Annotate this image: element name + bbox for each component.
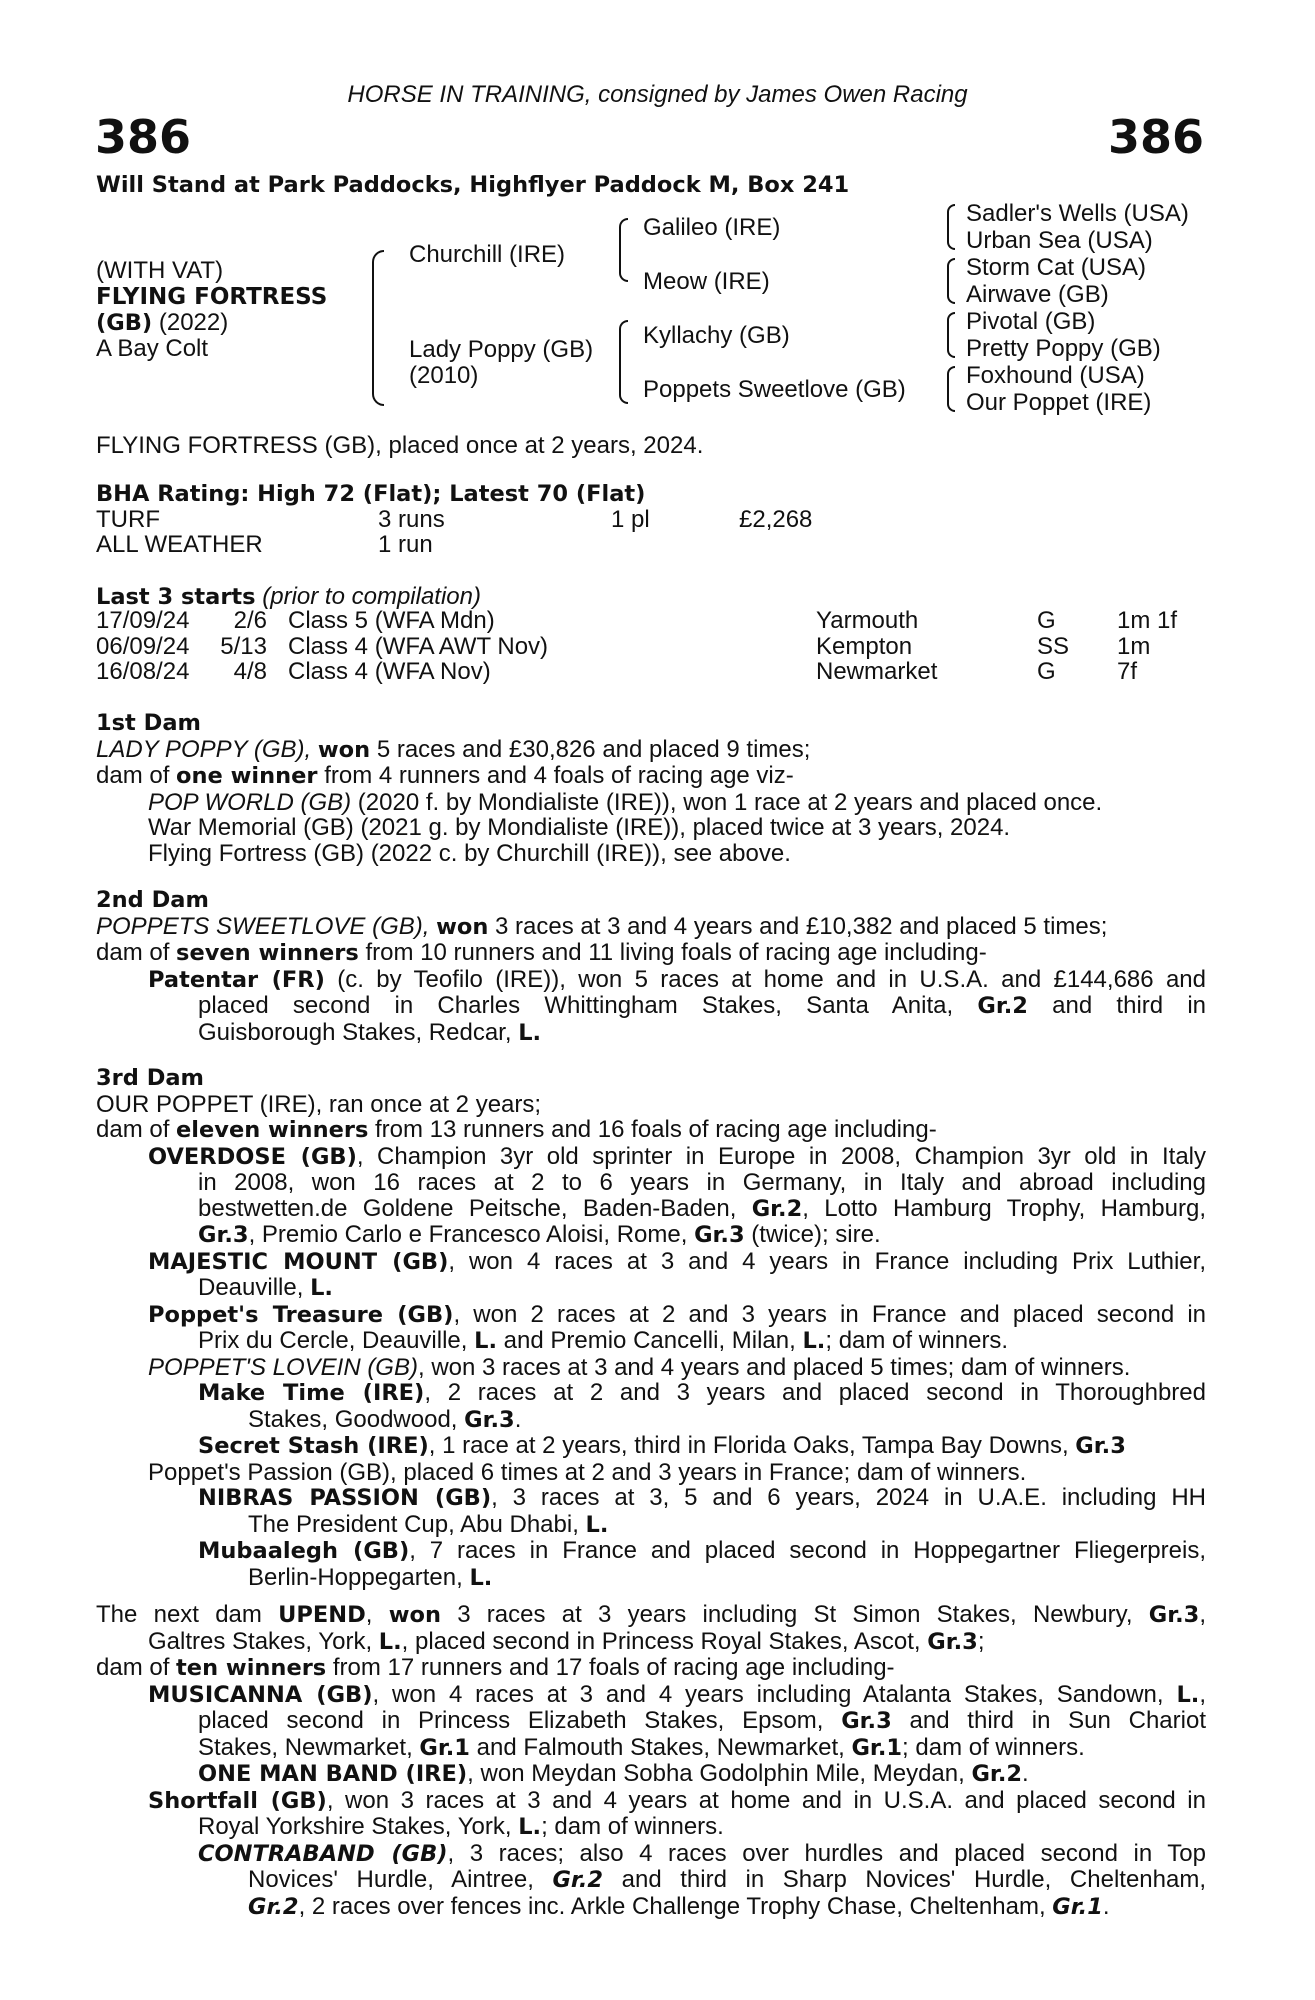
turf-placed: 1 pl <box>611 506 650 533</box>
horse-name: FLYING FORTRESS <box>96 283 328 310</box>
grade-label: Gr.3 <box>464 1406 515 1433</box>
grand-3: Storm Cat (USA) <box>966 254 1147 281</box>
foals-info: from 4 runners and 4 foals of racing age viz- <box>324 762 794 789</box>
progeny-record: ; dam of winners. <box>541 1813 724 1840</box>
lot-number-left: 386 <box>95 110 192 164</box>
won-label: won <box>317 736 371 763</box>
grade-label: Gr.3 <box>1075 1433 1126 1459</box>
turf-runs: 3 runs <box>378 506 445 533</box>
turf-label: TURF <box>96 506 160 533</box>
listed-label: L. <box>310 1275 333 1301</box>
progeny-record: , won 3 races at 3 and 4 years and placed 5 times; dam of winners. <box>417 1353 1131 1381</box>
progeny-record: , won 3 races at 3 and 4 years at home and in U.S.A. and placed second in <box>326 1786 1206 1814</box>
third-dam-section <box>96 1066 1206 1591</box>
start-course: Yarmouth <box>816 607 919 634</box>
next-dam-section: The next dam UPEND, won 3 races at 3 years including St Simon Stakes, Newbury, Gr.3, Galtres Stakes, York, L., placed second in Princess Royal Stakes, Ascot, Gr.3; dam of ten winners from 17 runners and 17 foals of racing age including- MUSICANNA (GB), won 4 races at 3 and 4 years including Atalanta Stakes, Sandown, L., placed second in Princess Elizabeth Stakes, Epsom, Gr.3 and third in Sun Chariot Stakes, Newmarket, Gr.1 and Falmouth Stakes, Newmarket, Gr.1; dam of winners. ONE MAN BAND (IRE), won Meydan Sobha Godolphin Mile, Meydan, Gr.2. Shortfall (GB), won 3 races at 3 and 4 years at home and in U.S.A. and placed second in Royal Yorkshire Stakes, York, L.; dam of winners. CONTRABAND (GB), 3 races; also 4 races over hurdles and placed second in Top Novices' Hurdle, Aintree, Gr.2 and third in Sharp Novices' Hurdle, Cheltenham, Gr.2, 2 races over fences inc. Arkle Challenge Trophy Chase, Cheltenham, Gr.1. <box>96 1601 1207 1920</box>
stabling-line: Will Stand at Park Paddocks, Highflyer Paddock M, Box 241 <box>96 172 850 198</box>
sire-dam: Meow (IRE) <box>643 268 770 295</box>
second-dam-section <box>96 888 1206 1046</box>
second-dam-name: POPPETS SWEETLOVE (GB), <box>96 912 430 940</box>
progeny-record: placed second in Charles Whittingham Stakes, Santa Anita, <box>198 992 954 1019</box>
horse-year: (2022) <box>158 308 229 336</box>
next-dam-label: The next dam <box>96 1601 262 1628</box>
grand-6: Pretty Poppy (GB) <box>966 335 1161 362</box>
progeny-record: , 1 race at 2 years, third in Florida Oaks, Tampa Bay Downs, <box>428 1432 1069 1459</box>
progeny-name: Mubaalegh (GB) <box>198 1538 410 1564</box>
progeny-name: Secret Stash (IRE) <box>198 1433 429 1459</box>
progeny-record: , 3 races; also 4 races over hurdles and placed second in Top <box>447 1839 1206 1867</box>
consignment-line: HORSE IN TRAINING, consigned by James Owen Racing <box>347 81 968 108</box>
progeny-record: Deauville, <box>198 1274 304 1301</box>
progeny-name: POPPET'S LOVEIN (GB) <box>148 1353 418 1381</box>
progeny-record: and Falmouth Stakes, Newmarket, <box>476 1733 845 1761</box>
grand-1: Sadler's Wells (USA) <box>966 200 1189 227</box>
progeny-name: Shortfall (GB) <box>148 1787 327 1814</box>
start-course: Kempton <box>816 632 913 660</box>
dam: Lady Poppy (GB) <box>409 336 594 363</box>
listed-label: L. <box>378 1628 402 1655</box>
first-dam-section <box>96 711 1206 866</box>
g-brace-2 <box>947 258 955 304</box>
horse-description: A Bay Colt <box>96 335 209 362</box>
progeny-record: , 7 races in France and placed second in Hoppegartner Fliegerpreis, <box>409 1537 1206 1564</box>
dam-dam: Poppets Sweetlove (GB) <box>643 376 906 403</box>
grand-7: Foxhound (USA) <box>966 362 1145 389</box>
aw-runs: 1 run <box>378 531 433 558</box>
winners-count: one winner <box>176 763 318 789</box>
winners-count: seven winners <box>176 940 359 966</box>
listed-label: L. <box>518 1814 542 1840</box>
grade-label: Gr.2 <box>977 993 1028 1019</box>
third-dam-record: OUR POPPET (IRE), ran once at 2 years; <box>96 1090 542 1118</box>
progeny-record: , 3 races at 3, 5 and 6 years, 2024 in U.A.E. including HH <box>491 1484 1206 1511</box>
first-dam-record: 5 races and £30,826 and placed 9 times; <box>376 735 811 763</box>
next-dam-record: Galtres Stakes, York, <box>148 1627 373 1655</box>
grade-label: Gr.3 <box>927 1628 978 1655</box>
progeny-name: NIBRAS PASSION (GB) <box>198 1485 492 1511</box>
start-distance: 7f <box>1117 658 1138 685</box>
listed-label: L. <box>1176 1681 1200 1708</box>
g-brace-4 <box>947 366 955 412</box>
progeny-record: , 2 races over fences inc. Arkle Challenge Trophy Chase, Cheltenham, <box>298 1892 1046 1920</box>
horse-country: (GB) <box>96 309 153 336</box>
vat-note: (WITH VAT) <box>96 257 224 284</box>
progeny-record: placed second in Princess Elizabeth Stakes, Epsom, <box>198 1707 824 1734</box>
punctuation: . <box>514 1405 522 1433</box>
grand-2: Urban Sea (USA) <box>966 227 1153 254</box>
progeny-record: and third in <box>1052 992 1207 1019</box>
grade-label: Gr.2 <box>248 1893 299 1920</box>
won-label: won <box>388 1602 441 1628</box>
start-race: Class 4 (WFA AWT Nov) <box>288 632 549 660</box>
progeny-record: ; dam of winners. <box>902 1733 1085 1761</box>
next-dam-name: UPEND <box>278 1602 366 1628</box>
start-position: 5/13 <box>220 632 267 660</box>
progeny-line: Flying Fortress (GB) (2022 c. by Churchill (IRE)), see above. <box>148 839 791 867</box>
starts-note: (prior to compilation) <box>262 583 481 610</box>
dam-of-label: dam of <box>96 762 170 789</box>
progeny-record: , won Meydan Sobha Godolphin Mile, Meydan, <box>467 1760 965 1787</box>
grade-label: Gr.1 <box>1052 1893 1103 1920</box>
punctuation: . <box>1102 1892 1110 1920</box>
progeny-name: POP WORLD (GB) <box>148 788 352 816</box>
start-race: Class 4 (WFA Nov) <box>288 658 491 685</box>
next-dam-record: 3 races at 3 years including St Simon Stakes, Newbury, <box>457 1601 1133 1628</box>
grade-label: Gr.3 <box>1148 1602 1200 1628</box>
progeny-record: Berlin-Hoppegarten, <box>248 1563 463 1591</box>
grade-label: Gr.2 <box>552 1867 604 1893</box>
progeny-record: and third in Sharp Novices' Hurdle, Cheltenham, <box>621 1866 1206 1893</box>
lot-number-right: 386 <box>1107 110 1204 164</box>
dam-of-label: dam of <box>96 939 170 966</box>
third-dam-heading: 3rd Dam <box>96 1065 204 1091</box>
progeny-record: (2020 f. by Mondialiste (IRE)), won 1 race at 2 years and placed once. <box>357 788 1103 816</box>
start-going: SS <box>1037 632 1070 660</box>
horse-info <box>96 258 327 362</box>
start-distance: 1m <box>1117 632 1151 660</box>
progeny-record: , won 4 races at 3 and 4 years in France including Prix Luthier, <box>448 1247 1206 1275</box>
progeny-name: Poppet's Treasure (GB) <box>148 1301 454 1328</box>
starts-title: Last 3 starts <box>96 584 256 610</box>
first-dam-name: LADY POPPY (GB), <box>96 735 312 763</box>
progeny-record: and third in Sun Chariot <box>909 1707 1206 1734</box>
progeny-record: , 2 races at 2 and 3 years and placed second in Thoroughbred <box>424 1379 1206 1406</box>
grade-label: Gr.2 <box>971 1761 1023 1787</box>
foals-info: from 17 runners and 17 foals of racing age including- <box>332 1654 895 1681</box>
progeny-record: Stakes, Goodwood, <box>248 1405 458 1433</box>
next-dam-record: , placed second in Princess Royal Stakes, Ascot, <box>401 1627 921 1655</box>
second-dam-heading: 2nd Dam <box>96 887 209 913</box>
progeny-name: Patentar (FR) <box>148 966 325 993</box>
progeny-record: Guisborough Stakes, Redcar, <box>198 1018 512 1046</box>
punctuation: . <box>1022 1760 1029 1787</box>
progeny-record: , Premio Carlo e Francesco Aloisi, Rome, <box>248 1221 688 1248</box>
listed-label: L. <box>469 1564 493 1591</box>
rating-heading: BHA Rating: High 72 (Flat); Latest 70 (Flat) <box>96 481 646 507</box>
grade-label: Gr.3 <box>694 1222 745 1248</box>
sire: Churchill (IRE) <box>409 241 566 268</box>
grade-label: Gr.2 <box>751 1195 803 1222</box>
progeny-record: (twice); sire. <box>751 1221 881 1248</box>
aw-label: ALL WEATHER <box>96 531 263 558</box>
start-date: 16/08/24 <box>96 658 190 685</box>
g-brace-1 <box>947 204 955 250</box>
winners-count: ten winners <box>176 1655 327 1681</box>
grand-8: Our Poppet (IRE) <box>966 389 1152 416</box>
sire-sire: Galileo (IRE) <box>643 214 781 241</box>
progeny-record: Stakes, Newmarket, <box>198 1733 413 1761</box>
start-going: G <box>1037 658 1056 685</box>
grade-label: Gr.1 <box>851 1734 903 1761</box>
listed-label: L. <box>802 1328 826 1354</box>
dam-brace <box>619 320 628 404</box>
dam-sire: Kyllachy (GB) <box>643 322 790 349</box>
g-brace-3 <box>947 312 955 358</box>
progeny-record: (c. by Teofilo (IRE)), won 5 races at home and in U.S.A. and £144,686 and <box>337 965 1206 993</box>
progeny-name: OVERDOSE (GB) <box>148 1143 357 1170</box>
won-label: won <box>436 913 489 940</box>
start-race: Class 5 (WFA Mdn) <box>288 607 495 634</box>
progeny-name: MAJESTIC MOUNT (GB) <box>148 1248 449 1275</box>
punctuation: ; <box>977 1627 985 1655</box>
horse-summary: FLYING FORTRESS (GB), placed once at 2 years, 2024. <box>96 432 704 459</box>
grade-label: Gr.3 <box>198 1222 249 1248</box>
grade-label: Gr.1 <box>419 1734 470 1761</box>
progeny-record: ; dam of winners. <box>825 1327 1009 1354</box>
progeny-name: CONTRABAND (GB) <box>198 1840 448 1867</box>
progeny-line: War Memorial (GB) (2021 g. by Mondialiste (IRE)), placed twice at 3 years, 2024. <box>148 814 1011 841</box>
progeny-record: , Lotto Hamburg Trophy, Hamburg, <box>802 1194 1206 1222</box>
start-date: 06/09/24 <box>96 632 190 660</box>
turf-prize: £2,268 <box>739 506 813 533</box>
winners-count: eleven winners <box>176 1117 369 1143</box>
listed-label: L. <box>518 1019 542 1046</box>
dam-of-label: dam of <box>96 1116 170 1143</box>
progeny-record: , won 2 races at 2 and 3 years in France and placed second in <box>453 1300 1206 1328</box>
grand-4: Airwave (GB) <box>966 281 1109 308</box>
first-dam-heading: 1st Dam <box>96 710 201 736</box>
sire-brace <box>619 218 628 282</box>
progeny-record: Prix du Cercle, Deauville, <box>198 1327 468 1354</box>
grand-5: Pivotal (GB) <box>966 308 1096 335</box>
progeny-record: in 2008, won 16 races at 2 to 6 years in Germany, in Italy and abroad including <box>198 1169 1206 1196</box>
grade-label: Gr.3 <box>841 1708 892 1734</box>
pedigree-brace <box>372 250 384 406</box>
start-date: 17/09/24 <box>96 607 190 634</box>
progeny-name: Make Time (IRE) <box>198 1380 425 1406</box>
listed-label: L. <box>585 1511 609 1538</box>
progeny-line: Poppet's Passion (GB), placed 6 times at 2 and 3 years in France; dam of winners. <box>148 1458 1027 1486</box>
progeny-record: Novices' Hurdle, Aintree, <box>248 1866 534 1893</box>
foals-info: from 10 runners and 11 living foals of racing age including- <box>365 939 987 966</box>
start-position: 2/6 <box>233 607 267 634</box>
dam-of-label: dam of <box>96 1654 170 1681</box>
progeny-name: MUSICANNA (GB) <box>148 1681 373 1708</box>
progeny-record: , Champion 3yr old sprinter in Europe in 2008, Champion 3yr old in Italy <box>356 1142 1207 1170</box>
foals-info: from 13 runners and 16 foals of racing age including- <box>375 1116 937 1143</box>
dam-year: (2010) <box>409 362 479 389</box>
progeny-name: ONE MAN BAND (IRE) <box>198 1761 468 1787</box>
start-position: 4/8 <box>233 658 267 685</box>
start-course: Newmarket <box>816 658 938 685</box>
start-going: G <box>1037 607 1056 634</box>
start-distance: 1m 1f <box>1117 607 1178 634</box>
progeny-record: Royal Yorkshire Stakes, York, <box>198 1813 512 1840</box>
progeny-record: and Premio Cancelli, Milan, <box>503 1327 796 1354</box>
progeny-record: bestwetten.de Goldene Peitsche, Baden-Baden, <box>198 1194 737 1222</box>
progeny-record: The President Cup, Abu Dhabi, <box>248 1510 579 1538</box>
progeny-record: , won 4 races at 3 and 4 years including Atalanta Stakes, Sandown, <box>372 1680 1164 1708</box>
listed-label: L. <box>474 1328 497 1354</box>
second-dam-record: 3 races at 3 and 4 years and £10,382 and placed 5 times; <box>495 912 1108 940</box>
